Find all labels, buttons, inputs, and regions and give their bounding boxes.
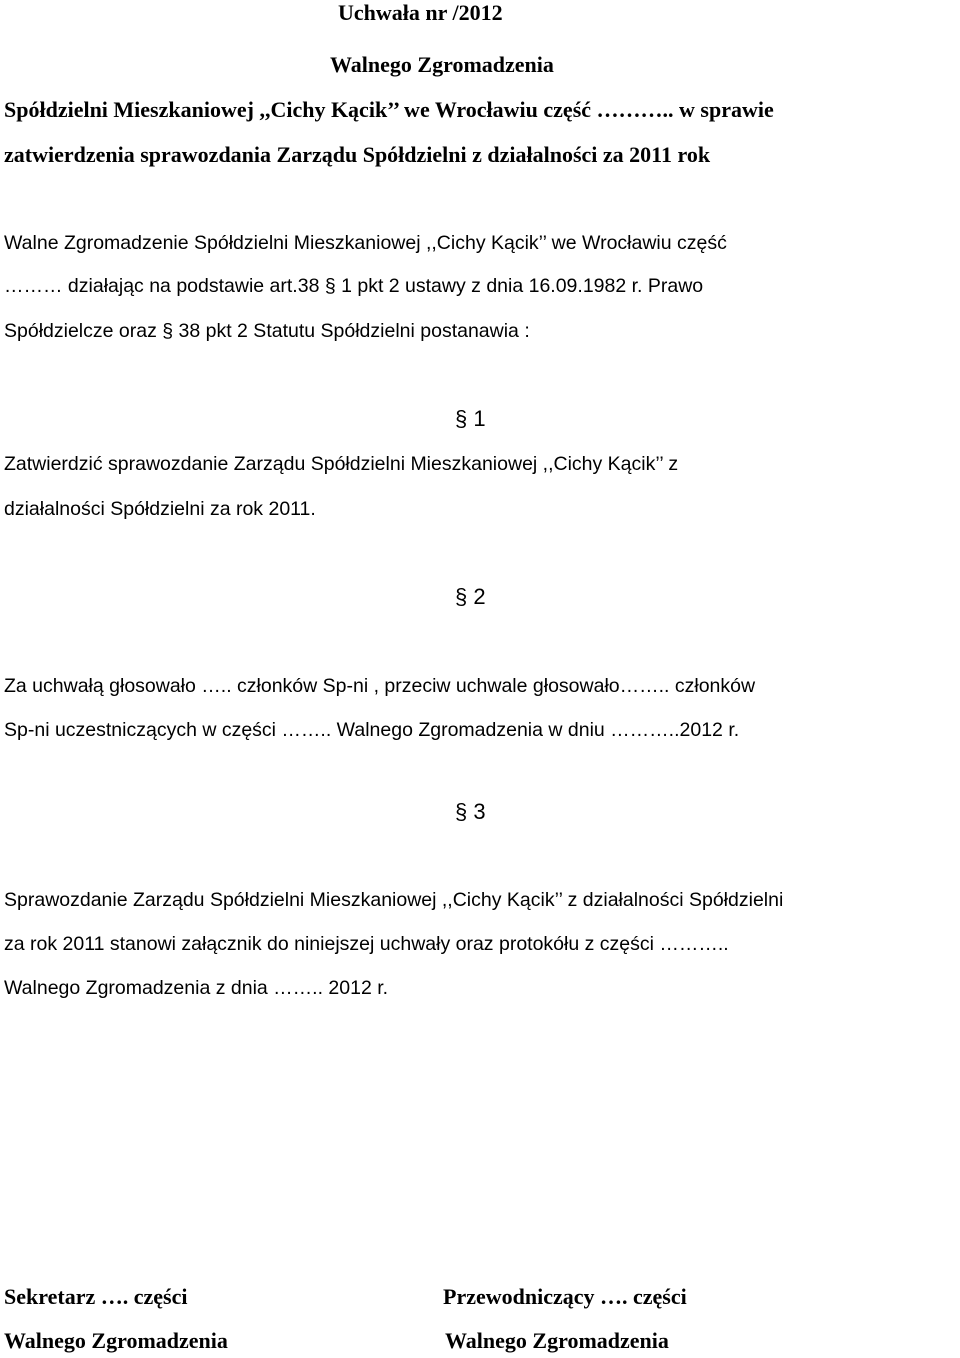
preamble-line: ……… działając na podstawie art.38 § 1 pkt 2 ustawy z dnia 16.09.1982 r. Prawo [4,275,704,297]
section-text: Sprawozdanie Zarządu Spółdzielni Mieszkaniowej ,,Cichy Kącik’’ z działalności Spółdzielni [4,889,784,911]
section-text: Zatwierdzić sprawozdanie Zarządu Spółdzielni Mieszkaniowej ,,Cichy Kącik’’ z [4,453,679,475]
section-text: Za uchwałą głosowało ….. członków Sp-ni , przeciw uchwale głosowało…….. członków [4,675,756,697]
subject-heading: zatwierdzenia sprawozdania Zarządu Spółdzielni z działalności za 2011 rok [4,142,711,167]
section-heading: § 3 [455,799,486,824]
chairman-assembly-label: Walnego Zgromadzenia [445,1328,669,1353]
preamble-line: Spółdzielcze oraz § 38 pkt 2 Statutu Spółdzielni postanawia : [4,320,530,342]
section-text: Walnego Zgromadzenia z dnia …….. 2012 r. [4,977,389,999]
section-heading: § 2 [455,584,486,609]
secretary-signature-label: Sekretarz …. części [4,1284,188,1309]
section-text: działalności Spółdzielni za rok 2011. [4,498,316,520]
section-text: za rok 2011 stanowi załącznik do niniejszej uchwały oraz protokółu z części ……….. [4,933,729,955]
section-heading: § 1 [455,406,486,431]
secretary-assembly-label: Walnego Zgromadzenia [4,1328,228,1353]
resolution-number: Uchwała nr /2012 [338,0,503,25]
section-text: Sp-ni uczestniczących w części …….. Walnego Zgromadzenia w dniu ………..2012 r. [4,719,740,741]
chairman-signature-label: Przewodniczący …. części [443,1284,687,1309]
preamble-line: Walne Zgromadzenie Spółdzielni Mieszkaniowej ,,Cichy Kącik’’ we Wrocławiu część [4,232,727,254]
assembly-heading: Walnego Zgromadzenia [330,52,554,77]
cooperative-heading: Spółdzielni Mieszkaniowej ,,Cichy Kącik’’ we Wrocławiu część ……….. w sprawie [4,97,774,122]
